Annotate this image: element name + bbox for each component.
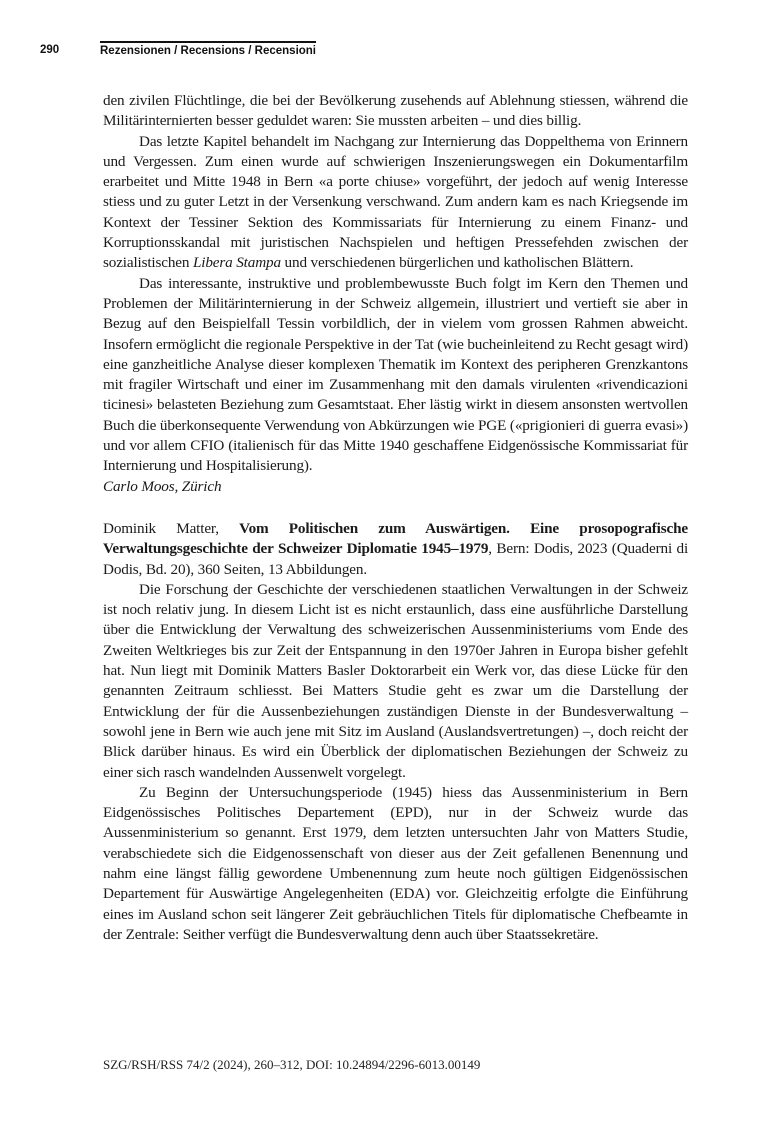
review2-author: Dominik Matter, [103, 519, 240, 537]
review2-citation [103, 519, 688, 580]
review2-paragraph-1: Die Forschung der Geschichte der verschiedenen staatlichen Verwaltungen in der Schweiz ist noch relativ jung. In diesem Licht ist es nicht erstaunlich, dass eine ausführliche Darstellung über die Entwicklung der Verwaltung des schweizerischen Aussenministeriums vom Ende des Zweiten Weltkrieges bis zur Zeit der Entspannung in den 1970er Jahren in Europa bisher gefehlt hat. Nun liegt mit Dominik Matters Basler Doktorarbeit ein Werk vor, das diese Lücke für den genannten Zeitraum schliesst. Bei Matters Studie geht es zwar um die Darstellung der Entwicklung der für die Aussenbeziehungen zuständigen Dienste in der Bundesverwaltung – sowohl jene in Bern wie auch jene mit Sitz im Ausland (Auslandsvertretungen) –, doch reicht der Blick darüber hinaus. Es wird ein Überblick der diplomatischen Beziehungen der Schweiz zu einer sich rasch wandelnden Aussenwelt vorgelegt. [103, 580, 688, 781]
running-title [100, 41, 316, 57]
review1-paragraph-1: den zivilen Flüchtlinge, die bei der Bevölkerung zusehends auf Ablehnung stiessen, während die Militärinternierten besser geduldet waren: Sie mussten arbeiten – und dies billig. [103, 92, 688, 130]
review2-paragraph-2: Zu Beginn der Untersuchungsperiode (1945) hiess das Aussenministerium in Bern Eidgenössisches Politisches Departement (EPD), nur in der Schweiz wurde das Aussenministerium so genannt. Erst 1979, dem letzten untersuchten Jahr von Matters Studie, verabschiedete sich die Eidgenossenschaft von dieser aus der Zeit gefallenen Benennung und nahm eine längst fällig gewordene Umbenennung zum heute noch gültigen Eidgenössischen Departement für Auswärtige Angelegenheiten (EDA) vor. Gleichzeitig erfolgte die Einführung eines im Ausland schon seit längerer Zeit gebräuchlichen Titels für diplomatische Chefbeamte in der Zentrale: Seither verfügt die Bundesverwaltung denn auch über Staatssekretäre. [103, 783, 688, 943]
review1-paragraph-2 [103, 132, 688, 274]
review1-p2-end: und verschiedenen bürgerlichen und katholischen Blättern. [280, 254, 634, 272]
main-text [103, 91, 688, 945]
review2-biblio: , Bern: Dodis, 2023 (Quaderni di Dodis, Bd. 20), 360 Seiten, 13 Abbildungen. [103, 540, 689, 578]
running-header [40, 44, 316, 57]
review2-book-title: Vom Politischen zum Auswärtigen. Eine prosopografische Verwaltungsgeschichte der Schweizer Diplomatie 1945–1979 [103, 519, 688, 558]
section-spacer [103, 497, 688, 519]
page-number: 290 [40, 44, 60, 56]
review1-signature: Carlo Moos, Zürich [103, 477, 222, 495]
review1-p2-text: Das letzte Kapitel behandelt im Nachgang zur Internierung das Doppelthema von Erinnern und Vergessen. Zum einen wurde auf schwierigen Inszenierungswegen ein Dokumentarfilm erarbeitet und Mitte 1948 in Bern «a porte chiuse» vorgeführt, der jedoch auf wenig Interesse stiess und zu guter Letzt in der Versenkung verschwand. Zum andern kam es nach Kriegsende im Kontext der Tessiner Sektion des Kommissariats für Internierung zu einem Finanz- und Korruptionsskandal mit juristischen Nachspielen und heftigen Pressefehden zwischen der sozialistischen [103, 132, 688, 272]
running-title-text: Rezensionen / Recensions / Recensioni [100, 45, 317, 57]
review1-p2-italic: Libera Stampa [192, 254, 281, 272]
journal-footer: SZG/RSH/RSS 74/2 (2024), 260–312, DOI: 10.24894/2296-6013.00149 [103, 1057, 481, 1072]
review1-paragraph-3: Das interessante, instruktive und problembewusste Buch folgt im Kern den Themen und Problemen der Militärinternierung in der Schweiz allgemein, illustriert und vertieft sie aber in Bezug auf den Beispielfall Tessin vorbildlich, der in vielem vom grossen Rahmen abweicht. Insofern ermöglicht die regionale Perspektive in der Tat (wie bucheinleitend zu Recht gesagt wird) eine ganzheitliche Analyse dieser komplexen Thematik im Kontext des peripheren Grenzkantons mit fragiler Wirtschaft und einer im Zusammenhang mit den damals virulenten «rivendicazioni ticinesi» belasteten Beziehung zum Gesamtstaat. Eher lästig wirkt in diesem ansonsten wertvollen Buch die überkonsequente Verwendung von Abkürzungen wie PGE («prigionieri di guerra evasi») und vor allem CFIO (italienisch für das Mitte 1940 geschaffene Eidgenössische Kommissariat für Internierung und Hospitalisierung). [103, 274, 688, 475]
